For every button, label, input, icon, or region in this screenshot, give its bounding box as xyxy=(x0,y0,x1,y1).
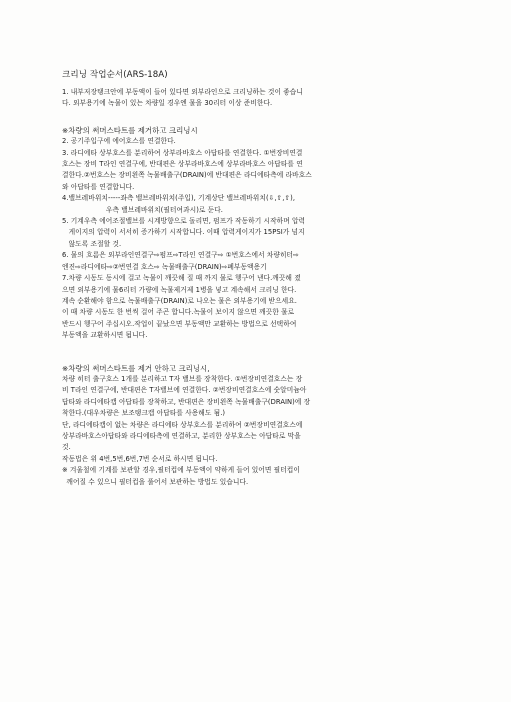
step-5-line: 않도록 조절할 것. xyxy=(62,239,122,248)
step-7-line: 반드시 헹구어 주십시오.작업이 끝났으면 부동액만 교환하는 방법으로 선택하여 xyxy=(62,319,297,328)
section-remove-thermostat xyxy=(62,125,454,342)
paragraph-line: 상부라바호스아답타와 라디에타측에 연결하고, 분리한 상부호스는 아답타로 막을 xyxy=(62,431,301,440)
note-line: ※ 겨울철에 기계를 보관할 경우,필터컵에 부동액이 약하게 들어 있어면 필터컵이 xyxy=(62,466,300,475)
step-2-line: 2. 공기주입구에 에어호스를 연결한다. xyxy=(62,137,176,146)
step-4-line: 우측 밸브레바위치(필터여과시)로 둔다. xyxy=(62,205,223,214)
step-3-line: 호스는 장비 T라인 연결구에, 반대편은 상부라바호스에 상부라바호스 아답타를 연 xyxy=(62,160,303,169)
section-heading: ※차량의 써머스타트를 제거하고 크리닝시 xyxy=(62,125,198,135)
step-6-line: 6. 물의 흐름은 외부라인연결구⇨펌프⇨T라인 연결구⇨ ①번호스에서 차량히터⇨ xyxy=(62,251,299,260)
step-4-line: 4.밸브레바위치-----좌측 밸브레바위치(주입), 기계상단 밸브레바위치(⇩,⇧,⇧), xyxy=(62,194,296,203)
intro-paragraph xyxy=(62,87,454,110)
step-3-line: 3. 라디에타 상부호스를 분리하여 상부라바호스 아답타를 연결한다. ①번장비연결 xyxy=(62,148,303,157)
paragraph-line: 답타와 라디에타캡 아답타를 장착하고, 반대편은 장비왼쪽 녹물배출구(DRAIN)에 장 xyxy=(62,397,311,406)
section-heading: ※차량의 써머스타트를 제거 안하고 크리닝시, xyxy=(62,363,210,373)
step-7-line: 부동액을 교환하시면 됩니다. xyxy=(62,331,148,340)
step-7-line: 으면 외부용기에 물6리터 가량에 녹물제거제 1병을 넣고 계속해서 크리닝 한다. xyxy=(62,285,297,294)
intro-line: 1. 내부저장탱크안에 부동액이 들어 있다면 외부라인으로 크리닝하는 것이 좋습니 xyxy=(62,88,303,96)
step-3-line: 와 아답타를 연결합니다. xyxy=(62,182,135,191)
step-6-line: 엔진⇨라디에타⇨②번연결 호스⇨ 녹물배출구(DRAIN)⇨폐부동액용기 xyxy=(62,262,267,271)
paragraph-line: 작동법은 위 4번,5번,6번,7번 순서로 하시면 됩니다. xyxy=(62,454,218,463)
section-keep-thermostat xyxy=(62,363,454,488)
step-7-line: 이 때 차량 시동도 한 번씩 걸어 주곤 합니다.녹물이 보이지 않으면 깨끗한 물로 xyxy=(62,308,295,317)
paragraph-line: 착한다.(대우차량은 보조탱크캡 아답타를 사용해도 됨.) xyxy=(62,409,226,418)
step-7-line: 7.차량 시동도 동시에 걸고 녹물이 깨끗해 질 때 까지 물로 헹구어 낸다.깨끗해 졌 xyxy=(62,274,301,283)
step-7-line: 계속 순환해야 함으로 녹물배출구(DRAIN)로 나오는 물은 외부용기에 받으세요. xyxy=(62,296,298,305)
step-5-line: 5. 기계우측 에어조절밸브를 시계방향으로 돌리면, 펌프가 작동하기 시작하며 압력 xyxy=(62,217,306,226)
paragraph-line: 단, 라디에타캡이 없는 차량은 라디에타 상부호스를 분리하여 ②번장비연결호스에 xyxy=(62,420,303,429)
note-line: 깨어질 수 있으니 필터컵을 풀어서 보관하는 방법도 있습니다. xyxy=(62,477,249,486)
paragraph-line: 것. xyxy=(62,443,71,452)
document-title: 크리닝 작업순서(ARS-18A) xyxy=(62,70,168,80)
document-body xyxy=(62,69,454,488)
paragraph-line: 차량 히터 출구호스 1개를 분리하고 T자 밸브를 장착한다. ①번장비연결호스는 장 xyxy=(62,374,303,383)
step-5-line: 게이지의 압력이 서서히 증가하기 시작합니다. 이때 압력게이지가 15PSI가 넘지 xyxy=(62,228,305,237)
intro-line: 다. 외부용기에 녹물이 있는 차량일 경우엔 물을 30리터 이상 준비한다. xyxy=(62,99,273,108)
step-3-line: 결한다.②번호스는 장비왼쪽 녹물배출구(DRAIN)에 반대편은 라디에타측에 라바호스 xyxy=(62,171,312,180)
paragraph-line: 비 T라인 연결구에, 반대편은 T자밸브에 연결한다. ②번장비연결호스에 숫알미늄아 xyxy=(62,386,307,395)
